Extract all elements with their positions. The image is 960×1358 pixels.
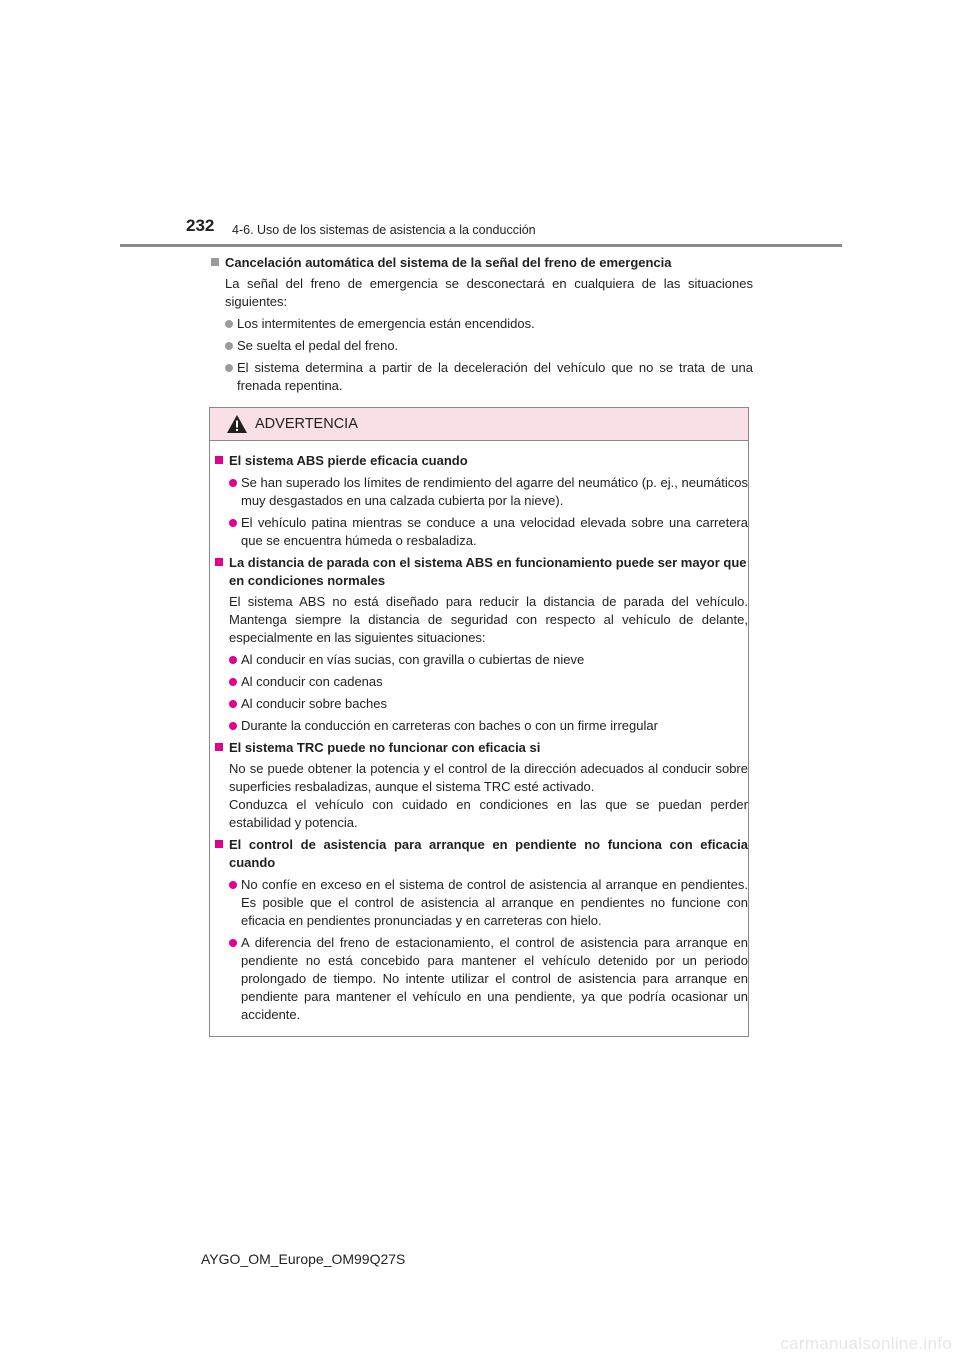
circle-bullet-icon — [229, 881, 237, 889]
intro-bullet — [211, 315, 753, 333]
warning-heading-block — [215, 554, 748, 590]
warning-bullet — [215, 717, 748, 735]
circle-bullet-icon — [229, 939, 237, 947]
warning-title: ADVERTENCIA — [255, 416, 358, 432]
warning-bullet-text: Durante la conducción en carreteras con baches o con un firme irregular — [241, 718, 658, 733]
warning-bullet — [215, 934, 748, 1024]
warning-text: El sistema ABS no está diseñado para reducir la distancia de parada del vehículo. Mantenga siempre la distancia de seguridad con respecto al vehículo de delante, especialmente en las siguientes situaciones: — [229, 594, 748, 645]
warning-bullet-text: No confíe en exceso en el sistema de control de asistencia al arranque en pendientes. Es posible que el control de asistencia al arranque en pendientes no funcione con eficacia en pendientes pronunciadas y en carreteras con hielo. — [241, 877, 748, 928]
warning-bullet-text: Al conducir sobre baches — [241, 696, 387, 711]
warning-triangle-icon — [226, 414, 248, 434]
watermark: carmanualsonline.info — [780, 1334, 952, 1353]
square-bullet-icon — [215, 456, 223, 464]
intro-bullet-text: Los intermitentes de emergencia están encendidos. — [237, 316, 535, 331]
warning-bullet — [215, 651, 748, 669]
square-bullet-icon — [215, 558, 223, 566]
warning-body — [215, 452, 748, 1024]
page-number: 232 — [186, 216, 215, 235]
warning-bullet — [215, 695, 748, 713]
square-bullet-icon — [215, 743, 223, 751]
warning-text: Conduzca el vehículo con cuidado en condiciones en las que se puedan perder estabilidad y potencia. — [229, 797, 748, 830]
circle-bullet-icon — [225, 364, 233, 372]
square-bullet-icon — [211, 258, 219, 266]
header-rule — [120, 244, 842, 247]
warning-bullet-text: Al conducir con cadenas — [241, 674, 383, 689]
warning-bullet-text: A diferencia del freno de estacionamiento, el control de asistencia para arranque en pendiente no está concebido para mantener el vehículo detenido por un periodo prolongado de tiempo. No intente utilizar el control de asistencia para arranque en pendiente para mantener el vehículo en una pendiente, ya que podría ocasionar un accidente. — [241, 935, 748, 1022]
circle-bullet-icon — [225, 342, 233, 350]
warning-heading: El sistema TRC puede no funcionar con eficacia si — [229, 740, 541, 755]
warning-bullet — [215, 673, 748, 691]
warning-heading: El control de asistencia para arranque en pendiente no funciona con eficacia cuando — [229, 837, 748, 870]
warning-heading-block — [215, 739, 748, 757]
document-code: AYGO_OM_Europe_OM99Q27S — [201, 1251, 406, 1267]
warning-text: No se puede obtener la potencia y el control de la dirección adecuados al conducir sobre superficies resbaladizas, aunque el sistema TRC esté activado. — [229, 761, 748, 794]
circle-bullet-icon — [229, 656, 237, 664]
intro-section — [211, 254, 753, 395]
warning-bullet — [215, 474, 748, 510]
intro-bullet — [211, 359, 753, 395]
warning-heading: El sistema ABS pierde eficacia cuando — [229, 453, 468, 468]
warning-heading-block — [215, 836, 748, 872]
warning-header — [210, 408, 748, 441]
warning-bullet-text: Al conducir en vías sucias, con gravilla o cubiertas de nieve — [241, 652, 585, 667]
warning-heading-block — [215, 452, 748, 470]
intro-heading: Cancelación automática del sistema de la señal del freno de emergencia — [225, 255, 672, 270]
intro-bullet-text: El sistema determina a partir de la deceleración del vehículo que no se trata de una frenada repentina. — [237, 360, 753, 393]
circle-bullet-icon — [225, 320, 233, 328]
warning-bullet — [215, 514, 748, 550]
intro-text: La señal del freno de emergencia se desconectará en cualquiera de las situaciones siguientes: — [225, 276, 753, 309]
warning-heading: La distancia de parada con el sistema ABS en funcionamiento puede ser mayor que en condiciones normales — [229, 555, 747, 588]
section-title: 4-6. Uso de los sistemas de asistencia a la conducción — [232, 223, 536, 237]
square-bullet-icon — [215, 840, 223, 848]
circle-bullet-icon — [229, 678, 237, 686]
circle-bullet-icon — [229, 479, 237, 487]
warning-box — [209, 407, 749, 1037]
intro-bullet — [211, 337, 753, 355]
warning-bullet — [215, 876, 748, 930]
warning-bullet-text: Se han superado los límites de rendimiento del agarre del neumático (p. ej., neumáticos muy desgastados en una calzada cubierta por la nieve). — [241, 475, 748, 508]
intro-heading-block — [211, 254, 753, 272]
circle-bullet-icon — [229, 722, 237, 730]
warning-bullet-text: El vehículo patina mientras se conduce a una velocidad elevada sobre una carretera que se encuentra húmeda o resbaladiza. — [241, 515, 748, 548]
circle-bullet-icon — [229, 700, 237, 708]
circle-bullet-icon — [229, 519, 237, 527]
intro-bullet-text: Se suelta el pedal del freno. — [237, 338, 399, 353]
